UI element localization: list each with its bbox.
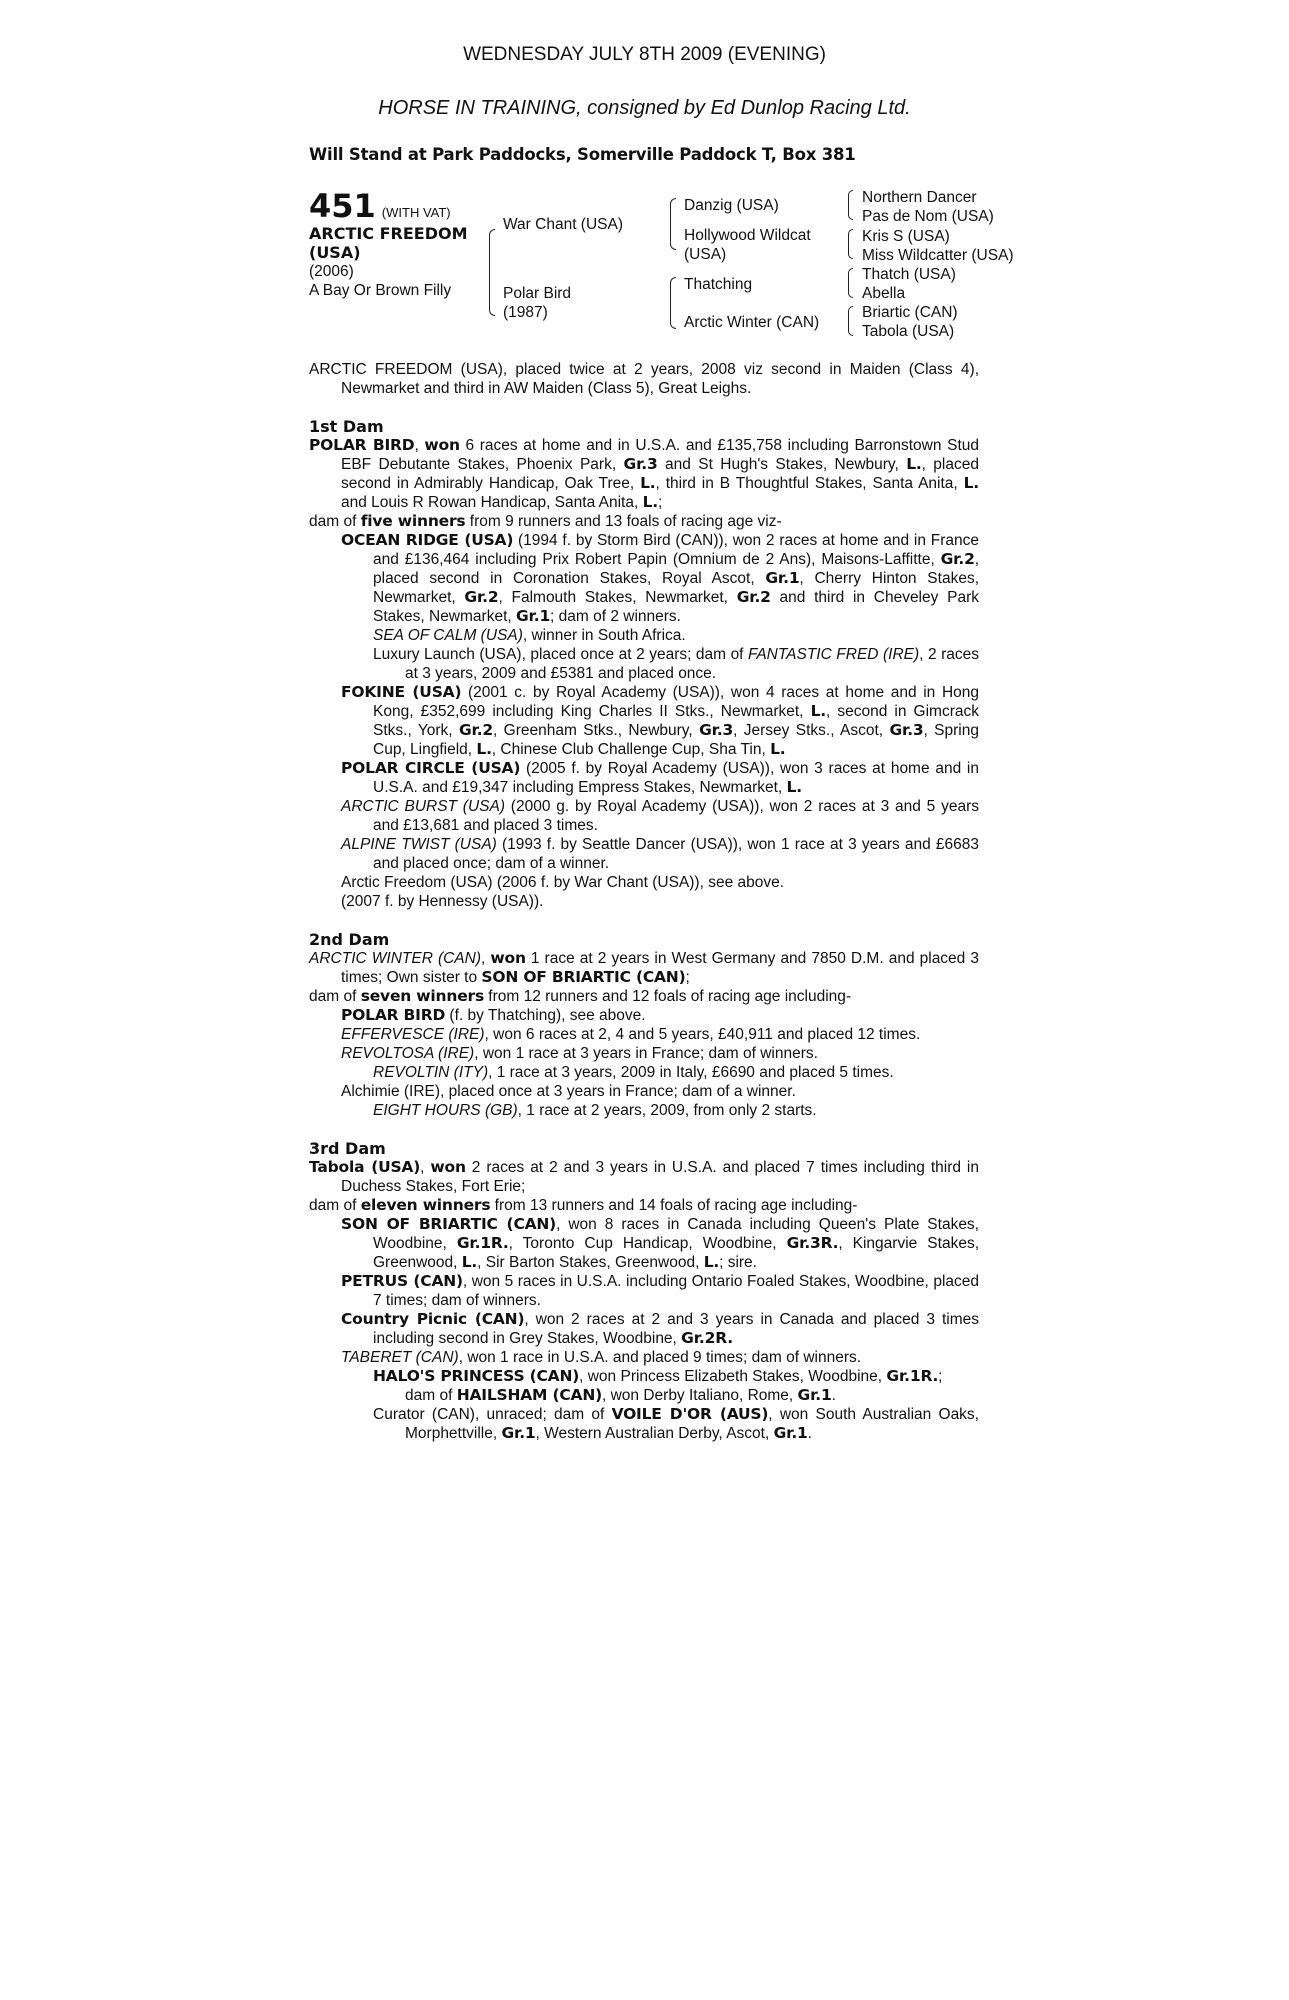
pedigree-gen3: Thatch (USA): [862, 266, 956, 283]
produce-entry: ALPINE TWIST (USA) (1993 f. by Seattle Dancer (USA)), won 1 race at 3 years and £6683 and placed once; dam of a winner.: [341, 836, 980, 872]
stand-location: Will Stand at Park Paddocks, Somerville Paddock T, Box 381: [309, 145, 856, 164]
produce-entry: SON OF BRIARTIC (CAN), won 8 races in Canada including Queen's Plate Stakes, Woodbine, Gr.1R., Toronto Cup Handicap, Woodbine, Gr.3R., Kingarvie Stakes, Greenwood, L., Sir Barton Stakes, Greenwood, L.; sire.: [341, 1215, 979, 1271]
pedigree-gen3: Northern Dancer: [862, 189, 977, 206]
produce-entry: PETRUS (CAN), won 5 races in U.S.A. including Ontario Foaled Stakes, Woodbine, placed 7 times; dam of winners.: [341, 1272, 979, 1309]
pedigree-brace: [489, 229, 495, 316]
pedigree-dam-year: (1987): [503, 304, 548, 321]
consignment-line: HORSE IN TRAINING, consigned by Ed Dunlop Racing Ltd.: [378, 97, 911, 119]
pedigree-dam-sire: Thatching: [684, 276, 753, 293]
produce-entry: HALO'S PRINCESS (CAN), won Princess Elizabeth Stakes, Woodbine, Gr.1R.;: [373, 1367, 943, 1385]
produce-entry: ARCTIC BURST (USA) (2000 g. by Royal Academy (USA)), won 2 races at 3 and 5 years and £13,681 and placed 3 times.: [341, 798, 979, 834]
pedigree-sire: War Chant (USA): [503, 216, 624, 233]
lot-block: [309, 188, 474, 300]
produce-entry: Curator (CAN), unraced; dam of VOILE D'OR (AUS), won South Australian Oaks, Morphettville, Gr.1, Western Australian Derby, Ascot, Gr.1.: [373, 1405, 979, 1442]
dam-record: Tabola (USA), won 2 races at 2 and 3 years in U.S.A. and placed 7 times including third in Duchess Stakes, Fort Erie;: [309, 1158, 979, 1195]
produce-summary: dam of five winners from 9 runners and 13 foals of racing age viz-: [309, 512, 782, 530]
produce-entry: EIGHT HOURS (GB), 1 race at 2 years, 2009, from only 2 starts.: [373, 1102, 817, 1119]
produce-entry: OCEAN RIDGE (USA) (1994 f. by Storm Bird (CAN)), won 2 races at home and in France and £136,464 including Prix Robert Papin (Omnium de 2 Ans), Maisons-Laffitte, Gr.2, placed second in Coronation Stakes, Royal Ascot, Gr.1, Cherry Hinton Stakes, Newmarket, Gr.2, Falmouth Stakes, Newmarket, Gr.2 and third in Cheveley Park Stakes, Newmarket, Gr.1; dam of 2 winners.: [341, 531, 980, 625]
produce-entry: POLAR BIRD (f. by Thatching), see above.: [341, 1006, 646, 1024]
pedigree-brace: [848, 229, 853, 259]
pedigree-brace: [848, 268, 853, 298]
pedigree-brace: [848, 190, 853, 220]
dam-record: POLAR BIRD, won 6 races at home and in U.S.A. and £135,758 including Barronstown Stud EBF Debutante Stakes, Phoenix Park, Gr.3 and St Hugh's Stakes, Newbury, L., placed second in Admirably Handicap, Oak Tree, L., third in B Thoughtful Stakes, Santa Anita, L. and Louis R Rowan Handicap, Santa Anita, L.;: [309, 436, 979, 511]
produce-entry: REVOLTIN (ITY), 1 race at 3 years, 2009 in Italy, £6690 and placed 5 times.: [373, 1064, 894, 1081]
produce-summary: dam of eleven winners from 13 runners and 14 foals of racing age including-: [309, 1196, 858, 1214]
produce-entry: Arctic Freedom (USA) (2006 f. by War Chant (USA)), see above.: [341, 874, 785, 891]
pedigree-gen3: Briartic (CAN): [862, 304, 958, 321]
pedigree-sire-dam-country: (USA): [684, 246, 727, 263]
sale-date: WEDNESDAY JULY 8TH 2009 (EVENING): [463, 44, 826, 65]
pedigree-gen3: Miss Wildcatter (USA): [862, 247, 1014, 264]
produce-entry: SEA OF CALM (USA), winner in South Africa.: [373, 627, 686, 644]
lot-number: 451: [309, 187, 376, 225]
produce-entry: REVOLTOSA (IRE), won 1 race at 3 years in France; dam of winners.: [341, 1045, 818, 1062]
produce-entry: POLAR CIRCLE (USA) (2005 f. by Royal Academy (USA)), won 3 races at home and in U.S.A. and £19,347 including Empress Stakes, Newmarket, L.: [341, 759, 979, 796]
vat-note: (WITH VAT): [381, 205, 451, 220]
third-dam-heading: 3rd Dam: [309, 1139, 386, 1158]
pedigree-sire-dam: Hollywood Wildcat: [684, 227, 811, 244]
produce-entry: dam of HAILSHAM (CAN), won Derby Italiano, Rome, Gr.1.: [405, 1386, 836, 1404]
pedigree-brace: [670, 198, 676, 250]
produce-entry: EFFERVESCE (IRE), won 6 races at 2, 4 and 5 years, £40,911 and placed 12 times.: [341, 1026, 921, 1043]
horse-country: (USA): [309, 243, 361, 262]
produce-entry: TABERET (CAN), won 1 race in U.S.A. and placed 9 times; dam of winners.: [341, 1349, 862, 1366]
produce-summary: dam of seven winners from 12 runners and 12 foals of racing age including-: [309, 987, 852, 1005]
racing-summary: ARCTIC FREEDOM (USA), placed twice at 2 years, 2008 viz second in Maiden (Class 4), Newmarket and third in AW Maiden (Class 5), Great Leighs.: [309, 361, 979, 397]
pedigree-brace: [670, 277, 676, 329]
pedigree-dam-dam: Arctic Winter (CAN): [684, 314, 820, 331]
pedigree-sire-sire: Danzig (USA): [684, 197, 779, 214]
horse-description: A Bay Or Brown Filly: [309, 282, 452, 299]
pedigree-dam: Polar Bird: [503, 285, 572, 302]
second-dam-heading: 2nd Dam: [309, 930, 390, 949]
catalogue-body: [309, 360, 979, 1443]
pedigree-brace: [848, 306, 853, 336]
pedigree-gen3: Abella: [862, 285, 906, 302]
dam-record: ARCTIC WINTER (CAN), won 1 race at 2 years in West Germany and 7850 D.M. and placed 3 times; Own sister to SON OF BRIARTIC (CAN);: [309, 949, 979, 986]
produce-entry: (2007 f. by Hennessy (USA)).: [341, 893, 544, 910]
pedigree-gen3: Tabola (USA): [862, 323, 955, 340]
pedigree-gen3: Kris S (USA): [862, 228, 950, 245]
first-dam-heading: 1st Dam: [309, 417, 384, 436]
produce-entry: Alchimie (IRE), placed once at 3 years in France; dam of a winner.: [341, 1083, 796, 1100]
horse-name: ARCTIC FREEDOM: [309, 224, 468, 243]
produce-entry: Country Picnic (CAN), won 2 races at 2 and 3 years in Canada and placed 3 times including second in Grey Stakes, Woodbine, Gr.2R.: [341, 1310, 979, 1347]
pedigree-gen3: Pas de Nom (USA): [862, 208, 994, 225]
foaling-year: (2006): [309, 263, 354, 280]
produce-entry: Luxury Launch (USA), placed once at 2 years; dam of FANTASTIC FRED (IRE), 2 races at 3 years, 2009 and £5381 and placed once.: [373, 646, 980, 682]
produce-entry: FOKINE (USA) (2001 c. by Royal Academy (USA)), won 4 races at home and in Hong Kong, £352,699 including King Charles II Stks., Newmarket, L., second in Gimcrack Stks., York, Gr.2, Greenham Stks., Newbury, Gr.3, Jersey Stks., Ascot, Gr.3, Spring Cup, Lingfield, L., Chinese Club Challenge Cup, Sha Tin, L.: [341, 683, 980, 758]
